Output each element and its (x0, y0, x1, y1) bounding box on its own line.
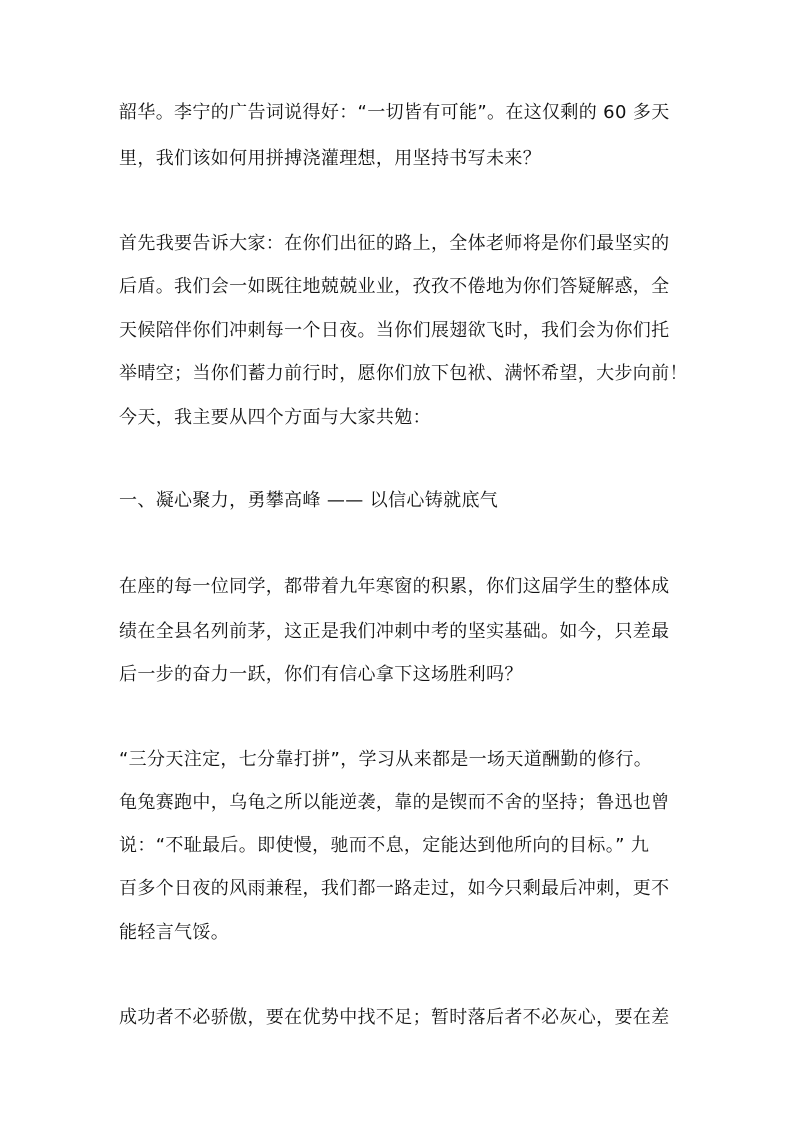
text-line: 今天，我主要从四个方面与大家共勉： (119, 407, 431, 428)
text-line: 龟兔赛跑中，乌龟之所以能逆袭，靠的是锲而不舍的坚持；鲁迅也曾 (119, 792, 670, 813)
text-line: 在座的每一位同学，都带着九年寒窗的积累，你们这届学生的整体成 (119, 576, 670, 597)
text-line: 韶华。李宁的广告词说得好：“一切皆有可能”。在这仅剩的 60 多天 (119, 102, 670, 123)
text-line: 百多个日夜的风雨兼程，我们都一路走过，如今只剩最后冲刺，更不 (119, 878, 670, 899)
text-line: 绩在全县名列前茅，这正是我们冲刺中考的坚实基础。如今，只差最 (119, 621, 670, 642)
text-line: 首先我要告诉大家：在你们出征的路上，全体老师将是你们最坚实的 (119, 233, 670, 254)
text-line: 里，我们该如何用拼搏浇灌理想，用坚持书写未来？ (119, 148, 542, 169)
text-line: “三分天注定，七分靠打拼”，学习从来都是一场天道酬勤的修行。 (119, 749, 653, 770)
text-line: 举晴空；当你们蓄力前行时，愿你们放下包袱、满怀希望，大步向前！ (119, 363, 688, 384)
text-line: 天候陪伴你们冲刺每一个日夜。当你们展翅欲飞时，我们会为你们托 (119, 320, 670, 341)
text-line: 能轻言气馁。 (119, 922, 230, 943)
section-heading: 一、凝心聚力，勇攀高峰 —— 以信心铸就底气 (119, 490, 499, 511)
text-line: 后一步的奋力一跃，你们有信心拿下这场胜利吗？ (119, 664, 523, 685)
text-line: 说：“不耻最后。即使慢，驰而不息，定能达到他所向的目标。” 九 (119, 835, 650, 856)
text-line: 后盾。我们会一如既往地兢兢业业，孜孜不倦地为你们答疑解惑，全 (119, 276, 670, 297)
text-line: 成功者不必骄傲，要在优势中找不足；暂时落后者不必灰心，要在差 (119, 1007, 670, 1028)
